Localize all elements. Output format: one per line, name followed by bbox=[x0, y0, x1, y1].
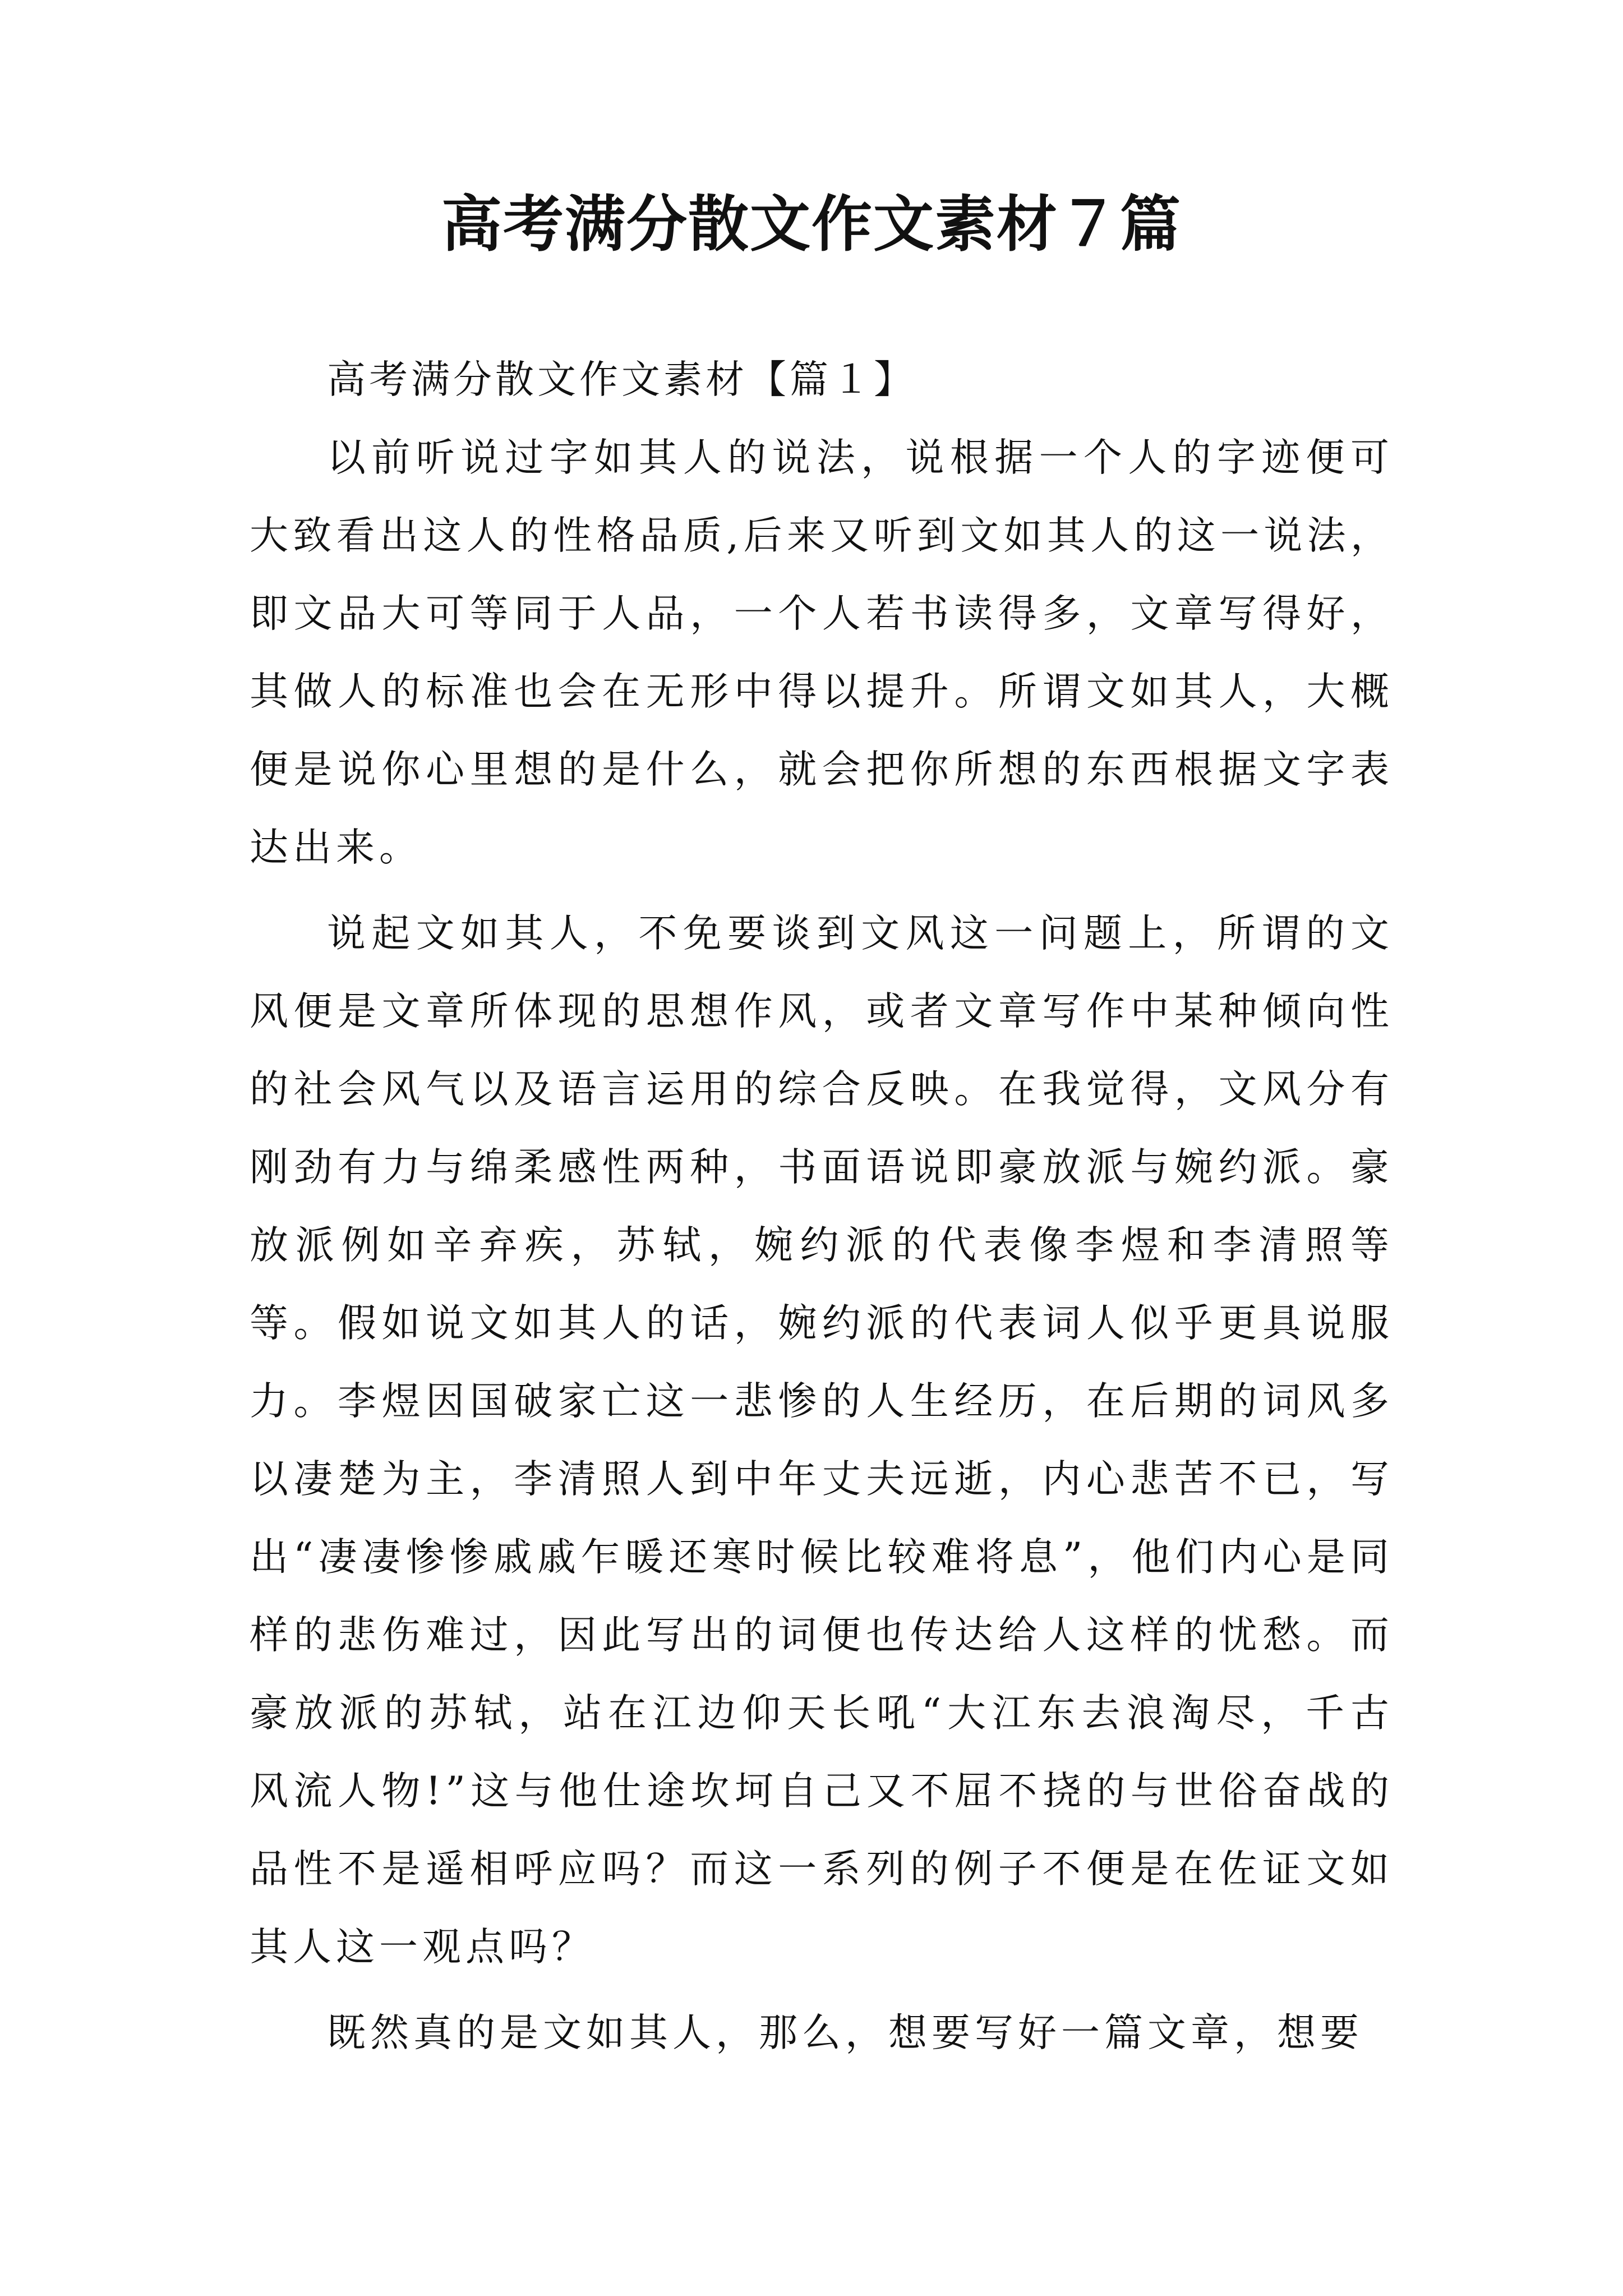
paragraph-2: 说起文如其人，不免要谈到文风这一问题上，所谓的文风便是文章所体现的思想作风，或者文章写作中某种倾向性的社会风气以及语言运用的综合反映。在我觉得，文风分有刚劲有力与绵柔感性两种，书面语说即豪放派与婉约派。豪放派例如辛弃疾，苏轼，婉约派的代表像李煜和李清照等等。假如说文如其人的话，婉约派的代表词人似乎更具说服力。李煜因国破家亡这一悲惨的人生经历，在后期的词风多以凄楚为主，李清照人到中年丈夫远逝，内心悲苦不已，写出“凄凄惨惨戚戚乍暖还寒时候比较难将息”，他们内心是同样的悲伤难过，因此写出的词便也传达给人这样的忧愁。而豪放派的苏轼，站在江边仰天长吼“大江东去浪淘尽，千古风流人物!”这与他仕途坎坷自己又不屈不挠的与世俗奋战的品性不是遥相呼应吗？而这一系列的例子不便是在佐证文如其人这一观点吗？ bbox=[250, 911, 1394, 1970]
paragraph-3: 既然真的是文如其人，那么，想要写好一篇文章，想要 bbox=[327, 2010, 1363, 2055]
paragraph-1: 以前听说过字如其人的说法，说根据一个人的字迹便可大致看出这人的性格品质,后来又听到文如其人的这一说法，即文品大可等同于人品，一个人若书读得多，文章写得好，其做人的标准也会在无形中得以提升。所谓文如其人，大概便是说你心里想的是什么，就会把你所想的东西根据文字表达出来。 bbox=[250, 435, 1394, 870]
section-heading: 高考满分散文作文素材【篇１】 bbox=[327, 357, 916, 402]
document-body bbox=[250, 341, 1394, 2072]
document-title: 高考满分散文作文素材７篇 bbox=[441, 189, 1182, 260]
